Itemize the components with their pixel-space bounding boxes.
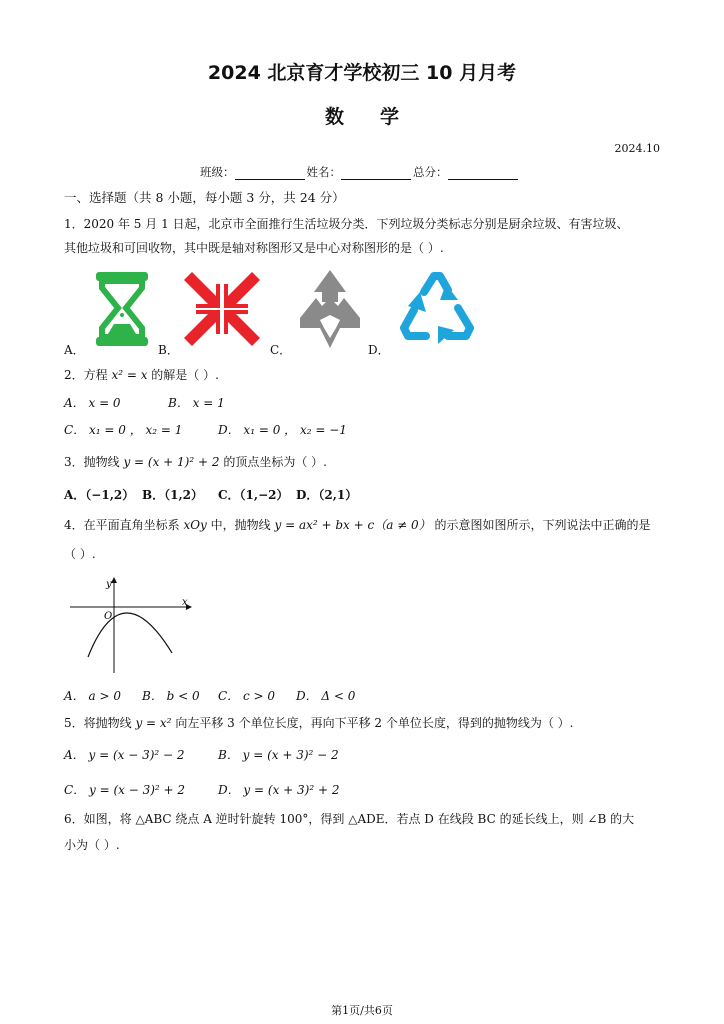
q3-option-a[interactable]: A．（−1,2）	[64, 488, 135, 502]
q1-line2: 其他垃圾和可回收物，其中既是轴对称图形又是中心对称图形的是（ ）.	[64, 241, 444, 255]
name-label: 姓名：	[306, 165, 341, 179]
q6-line2: 小为（ ）.	[64, 838, 120, 852]
q5-equation: y = x²	[135, 716, 172, 730]
q2-option-c[interactable]: C． x₁ = 0 ， x₂ = 1	[64, 423, 183, 437]
x-axis-label: x	[182, 597, 188, 608]
q1-option-b[interactable]: B．	[158, 343, 179, 357]
q4-option-b[interactable]: B． b < 0	[142, 689, 200, 703]
q2-option-d[interactable]: D． x₁ = 0 ， x₂ = −1	[218, 423, 347, 437]
score-blank[interactable]	[448, 167, 518, 180]
q4-option-d[interactable]: D． Δ < 0	[296, 689, 356, 703]
q6-line1: 6．如图，将 △ABC 绕点 A 逆时针旋转 100°，得到 △ADE．若点 D 在线段 BC 的延长线上，则 ∠B 的大	[64, 812, 635, 826]
other-waste-icon	[296, 268, 364, 350]
origin-label: O	[104, 611, 113, 622]
q3-option-c[interactable]: C．（1,−2）	[218, 488, 289, 502]
parabola-curve	[88, 613, 172, 657]
recyclable-icon	[398, 270, 476, 346]
q4-stem	[64, 517, 651, 534]
q3-stem	[64, 454, 327, 471]
q2-stem	[64, 367, 219, 384]
y-axis-arrow	[111, 577, 117, 583]
q3-stem-a: 3．抛物线	[64, 455, 124, 469]
q4-equation: y = ax² + bx + c（a ≠ 0）	[274, 518, 431, 532]
q5-option-c[interactable]: C． y = (x − 3)² + 2	[64, 783, 186, 797]
name-blank[interactable]	[341, 167, 411, 180]
q4-option-c[interactable]: C． c > 0	[218, 689, 276, 703]
kitchen-waste-icon	[94, 270, 150, 348]
exam-subject: 数学	[324, 106, 435, 128]
q5-option-a[interactable]: A． y = (x − 3)² − 2	[64, 748, 185, 762]
q5-stem-b: 向左平移 3 个单位长度，再向下平移 2 个单位长度，得到的抛物线为（ ）.	[171, 716, 574, 730]
q2-option-a[interactable]: A． x = 0	[64, 396, 121, 410]
q1-option-a[interactable]: A．	[64, 343, 85, 357]
q3-equation: y = (x + 1)² + 2	[123, 455, 220, 469]
q4-option-a[interactable]: A． a > 0	[64, 689, 121, 703]
q3-stem-b: 的顶点坐标为（ ）.	[219, 455, 327, 469]
student-info-line	[200, 164, 520, 180]
q2-stem-b: 的解是（ ）.	[147, 368, 219, 382]
section-heading: 一、选择题（共 8 小题，每小题 3 分，共 24 分）	[64, 190, 345, 205]
page-number: 第1页/共6页	[331, 1004, 393, 1017]
hazardous-waste-icon	[184, 272, 260, 346]
q5-stem-a: 5．将抛物线	[64, 716, 136, 730]
y-axis-label: y	[106, 579, 112, 590]
q1-line1: 1．2020 年 5 月 1 日起，北京市全面推行生活垃圾分类．下列垃圾分类标志分别是厨余垃圾、有害垃圾、	[64, 217, 629, 231]
q1-option-c[interactable]: C．	[270, 343, 292, 357]
q3-option-d[interactable]: D．（2,1）	[296, 488, 358, 502]
q2-equation: x² = x	[111, 368, 148, 382]
q1-option-d[interactable]: D．	[368, 343, 390, 357]
q2-stem-a: 2．方程	[64, 368, 112, 382]
q2-option-b[interactable]: B． x = 1	[168, 396, 225, 410]
q4-coord-system: xOy	[183, 518, 207, 532]
class-label: 班级：	[200, 165, 235, 179]
q3-option-b[interactable]: B．（1,2）	[142, 488, 204, 502]
q4-parabola-figure	[66, 575, 196, 675]
q5-stem	[64, 715, 573, 732]
q5-option-b[interactable]: B． y = (x + 3)² − 2	[218, 748, 339, 762]
q4-line2: （ ）.	[64, 547, 96, 561]
score-label: 总分：	[413, 165, 448, 179]
q4-stem-b: 中，抛物线	[206, 518, 275, 532]
q4-stem-c: 的示意图如图所示，下列说法中正确的是	[430, 518, 651, 532]
exam-date: 2024.10	[614, 142, 660, 155]
class-blank[interactable]	[235, 167, 305, 180]
exam-title: 2024 北京育才学校初三 10 月月考	[207, 62, 517, 84]
q5-option-d[interactable]: D． y = (x + 3)² + 2	[218, 783, 340, 797]
q4-stem-a: 4．在平面直角坐标系	[64, 518, 184, 532]
